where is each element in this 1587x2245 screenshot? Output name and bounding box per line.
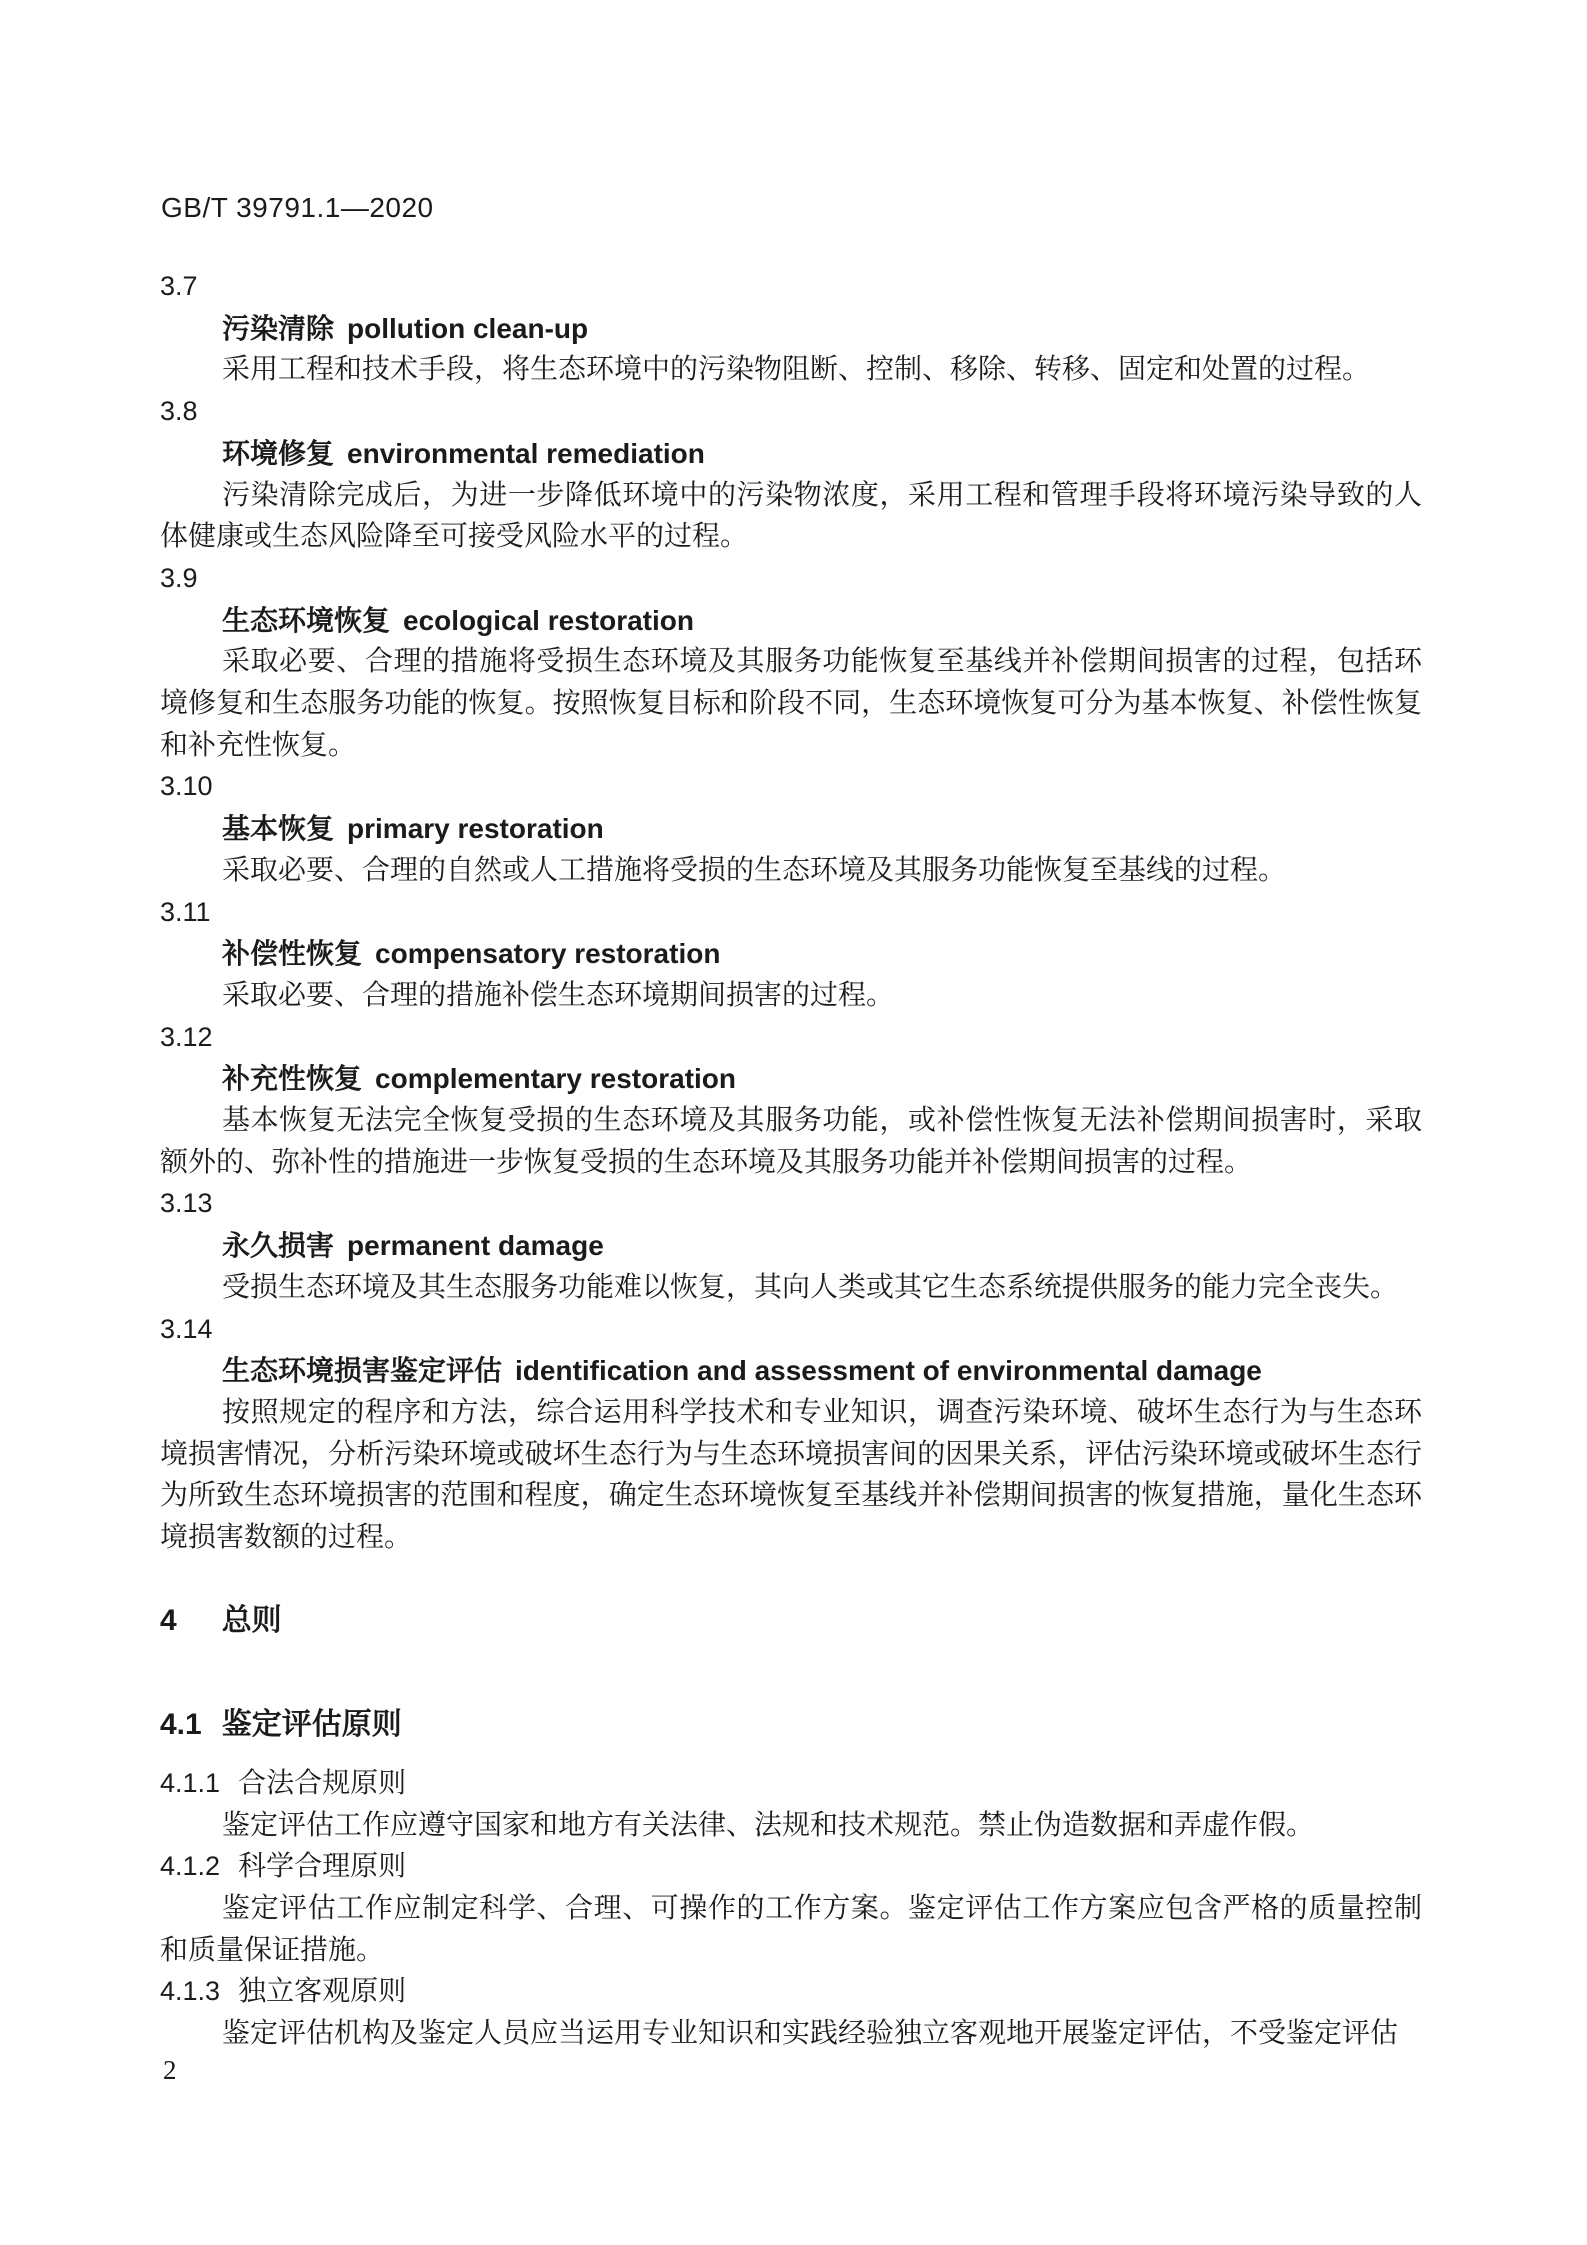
page-content [160, 266, 1422, 2055]
term-section-3-10 [160, 766, 1422, 891]
clause-number: 4.1.1 [160, 1767, 221, 1798]
term-heading [160, 933, 1422, 975]
term-definition: 受损生态环境及其生态服务功能难以恢复，其向人类或其它生态系统提供服务的能力完全丧失。 [222, 1271, 1399, 1303]
clause-title [160, 1763, 1422, 1805]
term-definition: 采取必要、合理的措施将受损生态环境及其服务功能恢复至基线并补偿期间损害的过程，包括环境修复和生态服务功能的恢复。按照恢复目标和阶段不同，生态环境恢复可分为基本恢复、补偿性恢复和补充性恢复。 [160, 646, 1422, 761]
term-zh: 生态环境损害鉴定评估 [222, 1355, 503, 1387]
clause-body: 鉴定评估工作应遵守国家和地方有关法律、法规和技术规范。禁止伪造数据和弄虚作假。 [222, 1809, 1315, 1841]
term-zh: 环境修复 [222, 437, 335, 469]
subsection-heading [160, 1703, 1422, 1747]
term-en: permanent damage [347, 1230, 604, 1262]
term-number: 3.10 [160, 771, 213, 802]
term-number: 3.13 [160, 1188, 213, 1219]
term-en: compensatory restoration [375, 938, 721, 970]
term-heading [160, 600, 1422, 642]
term-definition: 采取必要、合理的措施补偿生态环境期间损害的过程。 [222, 979, 895, 1011]
term-en: environmental remediation [347, 437, 705, 469]
page-number: 2 [163, 2055, 177, 2085]
chapter-title: 总则 [221, 1603, 282, 1637]
term-definition: 采取必要、合理的自然或人工措施将受损的生态环境及其服务功能恢复至基线的过程。 [222, 854, 1287, 886]
term-definition: 污染清除完成后，为进一步降低环境中的污染物浓度，采用工程和管理手段将环境污染导致的人体健康或生态风险降至可接受风险水平的过程。 [160, 479, 1422, 553]
term-en: identification and assessment of environmental damage [515, 1355, 1262, 1387]
term-en: primary restoration [347, 813, 604, 845]
term-zh: 永久损害 [222, 1230, 335, 1262]
term-en: complementary restoration [375, 1063, 737, 1095]
term-section-3-7 [160, 266, 1422, 391]
term-section-3-12 [160, 1017, 1422, 1184]
term-definition: 基本恢复无法完全恢复受损的生态环境及其服务功能，或补偿性恢复无法补偿期间损害时，采取额外的、弥补性的措施进一步恢复受损的生态环境及其服务功能并补偿期间损害的过程。 [160, 1105, 1422, 1178]
term-number: 3.12 [160, 1021, 213, 1052]
standard-number: GB/T 39791.1—2020 [161, 192, 434, 223]
subsection-title: 鉴定评估原则 [221, 1707, 402, 1741]
term-heading [160, 808, 1422, 850]
term-heading [160, 433, 1422, 475]
clause-body: 鉴定评估工作应制定科学、合理、可操作的工作方案。鉴定评估工作方案应包含严格的质量控制和质量保证措施。 [160, 1892, 1422, 1966]
term-number: 3.8 [160, 396, 198, 427]
term-heading [160, 1350, 1422, 1392]
clause-title-text: 独立客观原则 [238, 1976, 407, 2008]
term-zh: 补偿性恢复 [222, 938, 363, 970]
clause-title [160, 1846, 1422, 1888]
term-zh: 污染清除 [222, 312, 335, 344]
term-zh: 补充性恢复 [222, 1063, 363, 1095]
clause-4-1-2 [160, 1846, 1422, 1971]
term-section-3-11 [160, 892, 1422, 1017]
term-en: pollution clean-up [347, 312, 589, 344]
term-heading [160, 1225, 1422, 1267]
term-heading [160, 308, 1422, 350]
term-number: 3.14 [160, 1313, 213, 1344]
term-en: ecological restoration [403, 604, 694, 636]
term-number: 3.11 [160, 896, 211, 927]
term-section-3-8 [160, 391, 1422, 558]
chapter-heading [160, 1599, 1422, 1643]
term-heading [160, 1058, 1422, 1100]
term-zh: 基本恢复 [222, 813, 335, 845]
chapter-number: 4 [160, 1603, 177, 1637]
clause-number: 4.1.3 [160, 1976, 221, 2007]
clause-4-1-1 [160, 1763, 1422, 1846]
term-section-3-13 [160, 1183, 1422, 1308]
clause-title-text: 合法合规原则 [238, 1767, 407, 1799]
term-number: 3.9 [160, 562, 198, 593]
clause-title-text: 科学合理原则 [238, 1851, 407, 1883]
term-definition: 按照规定的程序和方法，综合运用科学技术和专业知识，调查污染环境、破坏生态行为与生态环境损害情况，分析污染环境或破坏生态行为与生态环境损害间的因果关系，评估污染环境或破坏生态行为所致生态环境损害的范围和程度，确定生态环境恢复至基线并补偿期间损害的恢复措施，量化生态环境损害数额的过程。 [160, 1396, 1422, 1554]
term-section-3-14 [160, 1309, 1422, 1559]
term-definition: 采用工程和技术手段，将生态环境中的污染物阻断、控制、移除、转移、固定和处置的过程。 [222, 354, 1371, 386]
term-zh: 生态环境恢复 [222, 604, 391, 636]
term-number: 3.7 [160, 271, 198, 301]
subsection-number: 4.1 [160, 1707, 202, 1741]
clause-number: 4.1.2 [160, 1851, 221, 1882]
term-section-3-9 [160, 558, 1422, 767]
clause-title [160, 1971, 1422, 2013]
clause-body: 鉴定评估机构及鉴定人员应当运用专业知识和实践经验独立客观地开展鉴定评估，不受鉴定评估 [222, 2018, 1399, 2050]
clause-4-1-3 [160, 1971, 1422, 2054]
